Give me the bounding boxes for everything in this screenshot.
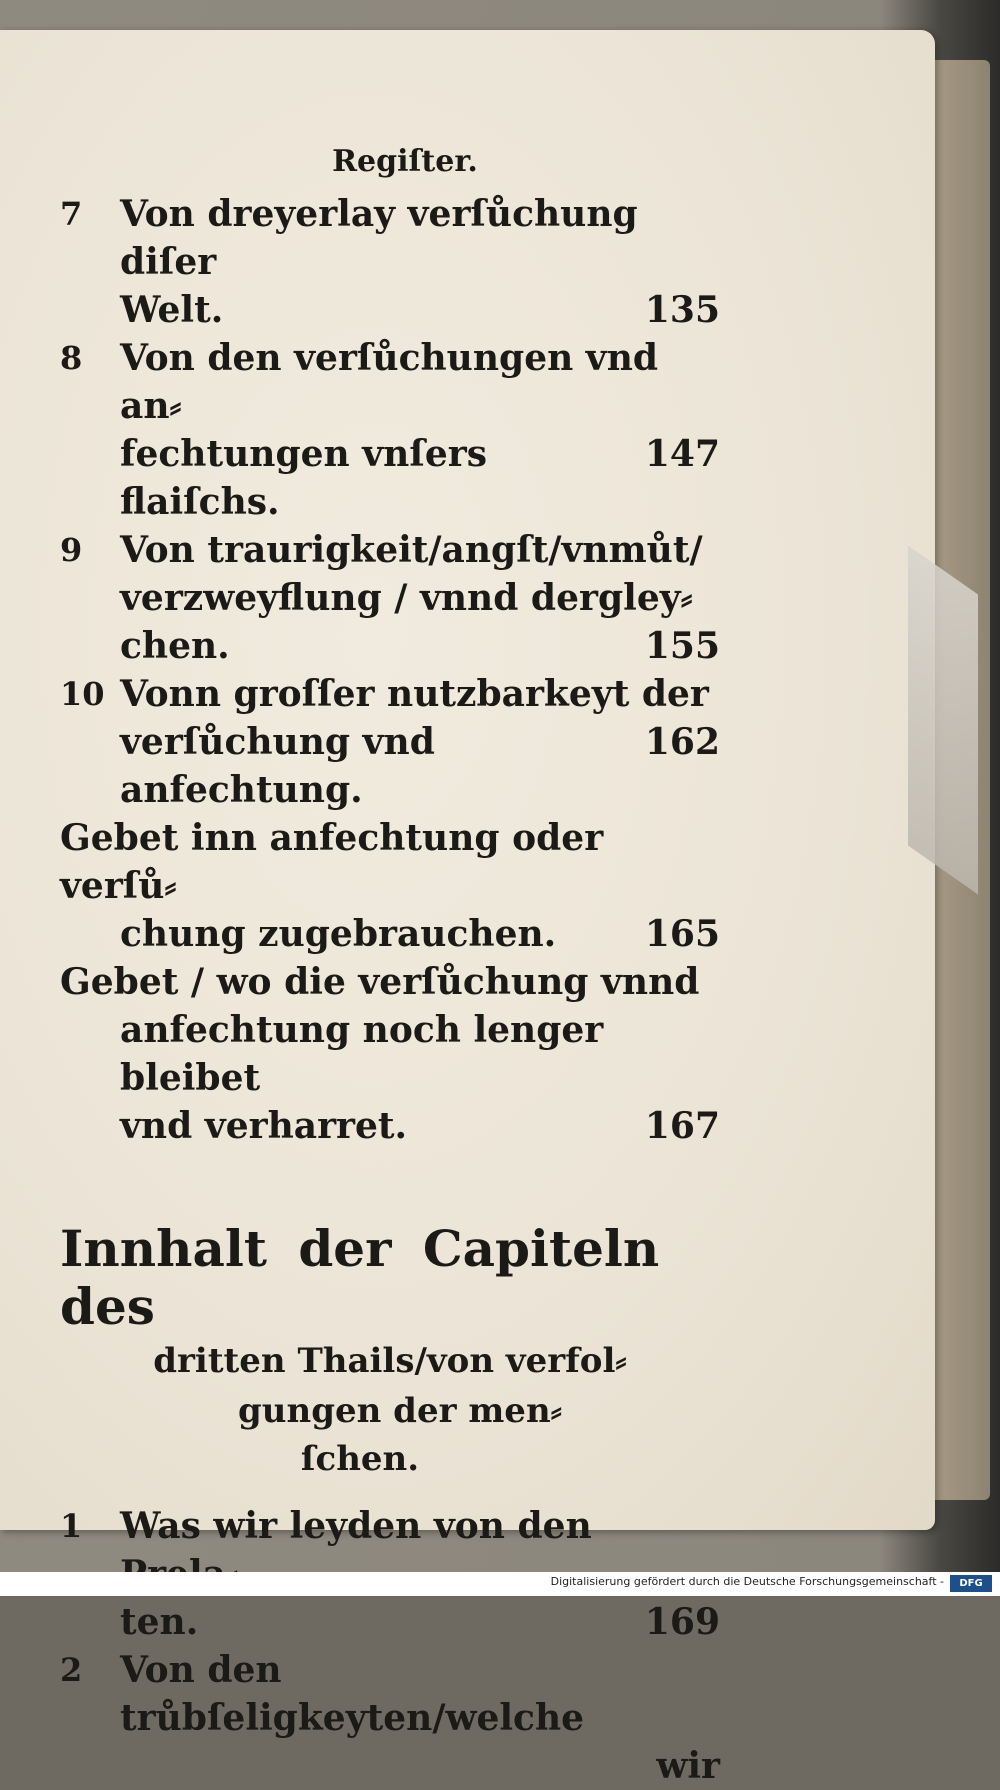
entry-page-number: 169: [644, 1601, 720, 1643]
section-heading-line: gungen der men⸗: [238, 1391, 562, 1431]
entry-line: chung zugebrauchen.: [120, 913, 557, 955]
entry-line: verzweyflung / vnnd dergley⸗: [120, 577, 693, 619]
entry-line: anfechtung noch lenger bleibet: [120, 1009, 604, 1099]
entry-page-number: 165: [644, 913, 720, 955]
dfg-logo: DFG: [950, 1575, 992, 1592]
entry-page-number: 162: [644, 721, 720, 763]
register-entry: [60, 958, 720, 1150]
section-heading: Innhalt der Capiteln des: [60, 1219, 660, 1336]
entry-body: [120, 334, 720, 526]
entry-line: Von den verſůchungen vnd an⸗: [120, 337, 659, 427]
entry-line: Gebet / wo die verſůchung vnnd: [60, 961, 700, 1003]
entry-number: 1: [60, 1507, 83, 1545]
entry-last-row: [120, 286, 720, 334]
entry-body: [120, 190, 720, 334]
entry-number: 8: [60, 339, 83, 377]
entry-last-row: [120, 1598, 720, 1646]
entry-line: Welt.: [120, 289, 224, 331]
register-entry: [60, 814, 720, 958]
entry-line: ten.: [120, 1601, 199, 1643]
register-entries-part3: [60, 1502, 720, 1790]
running-head: Regiſter.: [332, 144, 478, 179]
register-entry: [60, 190, 720, 334]
entry-line: chen.: [120, 625, 230, 667]
entry-number: 7: [60, 195, 83, 233]
register-text: [60, 138, 720, 1790]
entry-line: Gebet inn anfechtung oder verſů⸗: [60, 817, 604, 907]
entry-last-row: [60, 910, 720, 958]
entry-body: [120, 1646, 720, 1790]
page-holder-blade: [908, 545, 978, 894]
entry-line: Von den trůbſeligkeyten/welche: [120, 1649, 585, 1739]
entry-page-number: 135: [644, 289, 720, 331]
entry-page-number: 155: [644, 625, 720, 667]
entry-line: verſůchung vnd anfechtung.: [120, 721, 435, 811]
entry-number: 2: [60, 1651, 83, 1689]
entry-last-row: [120, 430, 720, 526]
entry-body: [120, 526, 720, 670]
entry-line: Von dreyerlay verſůchung diſer: [120, 193, 638, 283]
register-entry: [60, 1646, 720, 1790]
footer-credit: Digitalisierung gefördert durch die Deutsche Forschungsgemeinschaft -: [550, 1575, 944, 1588]
entry-body: [120, 670, 720, 814]
section-heading-line: ſchen.: [300, 1439, 420, 1479]
entry-number: 9: [60, 531, 83, 569]
entry-page-number: 167: [644, 1105, 720, 1147]
entry-line: Vonn groſſer nutzbarkeyt der: [120, 673, 709, 715]
entry-line: Von traurigkeit/angſt/vnmůt/: [120, 529, 703, 571]
register-entry: [60, 670, 720, 814]
entry-last-row: [120, 718, 720, 814]
entry-last-row: [60, 1102, 720, 1150]
entry-last-row: [120, 622, 720, 670]
register-entry: [60, 334, 720, 526]
entry-number: 10: [60, 675, 105, 713]
register-entry: [60, 526, 720, 670]
entry-page-number: 147: [644, 433, 720, 475]
entry-catchword: wir: [656, 1745, 720, 1787]
entry-line: fechtungen vnſers flaiſchs.: [120, 433, 487, 523]
section-heading-line: dritten Thails/von verfol⸗: [153, 1341, 627, 1381]
entry-line: Was wir leyden von den: [120, 1505, 592, 1547]
digitization-footer: [0, 1572, 1000, 1596]
entry-line: vnd verharret.: [120, 1105, 408, 1147]
